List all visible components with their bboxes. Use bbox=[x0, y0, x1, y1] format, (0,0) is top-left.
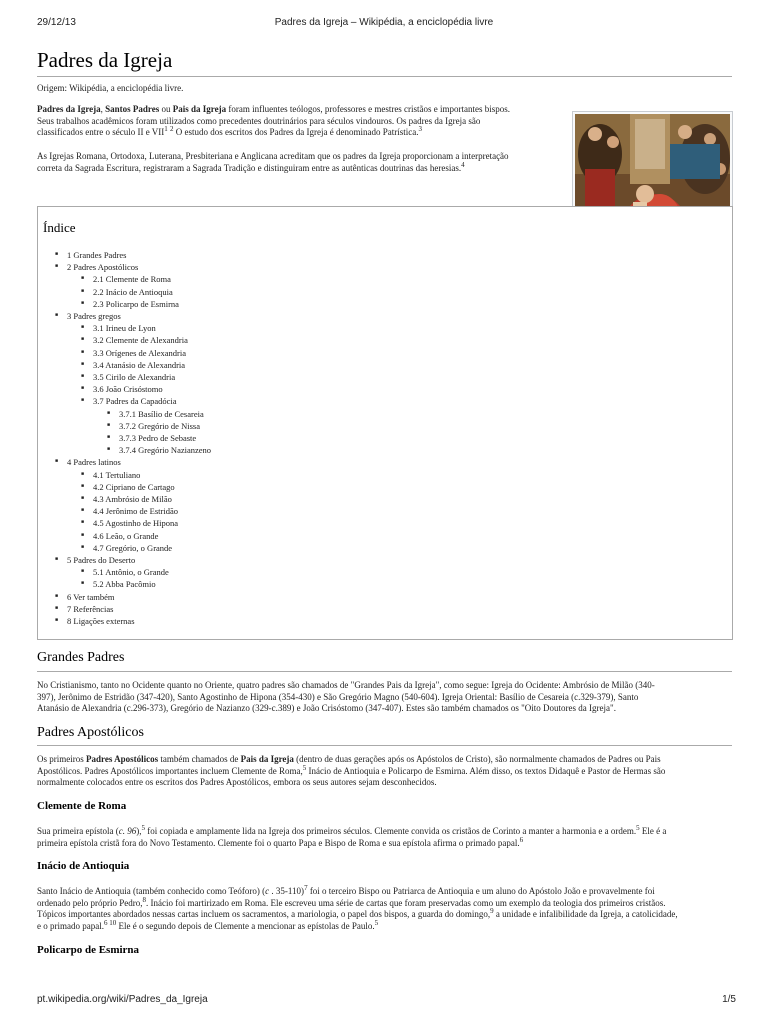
ref-link[interactable]: 1 bbox=[164, 125, 168, 133]
bold-term: Padres da Igreja bbox=[37, 104, 101, 114]
text: a unidade e infalibilidade da Igreja, a catolicidade, bbox=[493, 909, 678, 919]
print-page-number: 1/5 bbox=[722, 994, 736, 1005]
text: Atanásio de Alexandria (c.296-373), Gregório de Nazianzo (329-c.389) e João Crisóstomo (347-407). Estes são também chamados os "Oito Doutores da Igreja". bbox=[37, 703, 616, 713]
toc-item[interactable]: ■ 6 Ver também bbox=[38, 591, 211, 603]
toc-list bbox=[38, 249, 211, 627]
toc-item[interactable]: ■ 4.1 Tertuliano bbox=[38, 469, 211, 481]
section-heading-clemente: Clemente de Roma bbox=[37, 800, 127, 812]
toc-item[interactable]: ■ 3.1 Irineu de Lyon bbox=[38, 322, 211, 334]
ref-link[interactable]: 2 bbox=[170, 125, 174, 133]
toc-item[interactable]: ■ 4.5 Agostinho de Hipona bbox=[38, 517, 211, 529]
text: Sua primeira epístola ( bbox=[37, 826, 119, 836]
ref-link[interactable]: 4 bbox=[461, 160, 465, 169]
toc-item[interactable]: ■ 4 Padres latinos bbox=[38, 456, 211, 468]
text: Inácio de Antioquia e Policarpo de Esmirna. Além disso, os textos Didaquê e Pastor de Hermas são bbox=[306, 765, 666, 776]
section-divider bbox=[37, 671, 732, 672]
toc-item[interactable]: ■ 2 Padres Apostólicos bbox=[38, 261, 211, 273]
section-divider bbox=[37, 745, 732, 746]
text: primeira epístola cristã fora do Novo Testamento. Clemente foi o quarto Papa e Bispo de Roma e sua epístola afirma o primado papal. bbox=[37, 837, 520, 848]
toc-item[interactable]: ■ 4.4 Jerônimo de Estridão bbox=[38, 505, 211, 517]
text: classificados entre o século II e VII bbox=[37, 127, 165, 137]
print-page-title: Padres da Igreja – Wikipédia, a enciclopédia livre bbox=[274, 17, 494, 28]
toc-item[interactable]: ■ 3.5 Cirilo de Alexandria bbox=[38, 371, 211, 383]
print-footer bbox=[0, 994, 768, 1008]
ref-link[interactable]: 5 bbox=[302, 763, 307, 772]
toc-item[interactable]: ■ 3.7.4 Gregório Nazianzeno bbox=[38, 444, 211, 456]
print-date: 29/12/13 bbox=[37, 17, 76, 28]
text: ou bbox=[159, 104, 173, 114]
text: Os primeiros bbox=[37, 754, 86, 764]
ref-link[interactable]: 6 bbox=[519, 835, 524, 844]
padres-apostolicos-paragraph bbox=[37, 754, 732, 789]
text: Ele é a bbox=[639, 826, 667, 836]
intro-paragraph-1 bbox=[37, 104, 567, 139]
ref-link[interactable]: 7 bbox=[304, 884, 308, 892]
section-heading-grandes-padres: Grandes Padres bbox=[37, 650, 125, 665]
toc-item[interactable]: ■ 3.7.2 Gregório de Nissa bbox=[38, 420, 211, 432]
italic-text: c bbox=[265, 886, 270, 896]
text: foram influentes teólogos, professores e mestres cristãos e importantes bispos. bbox=[226, 104, 511, 114]
text: Ele é o segundo depois de Clemente a mencionar as epístolas de Paulo. bbox=[116, 920, 375, 931]
inacio-paragraph bbox=[37, 886, 732, 932]
text: . 35-110) bbox=[269, 886, 305, 896]
toc-item[interactable]: ■ 3.7 Padres da Capadócia bbox=[38, 395, 211, 407]
print-url: pt.wikipedia.org/wiki/Padres_da_Igreja bbox=[37, 994, 208, 1005]
toc-title: Índice bbox=[43, 220, 76, 235]
toc-item[interactable]: ■ 3.6 João Crisóstomo bbox=[38, 383, 211, 395]
text: Santo Inácio de Antioquia (também conhecido como Teóforo) ( bbox=[37, 886, 266, 896]
toc-item[interactable]: ■ 2.3 Policarpo de Esmirna bbox=[38, 298, 211, 310]
text: Tópicos importantes abordados nessas cartas incluem os sacramentos, a mariologia, o papel dos bispos, a guarda do domingo, bbox=[37, 909, 491, 919]
title-divider bbox=[37, 76, 732, 77]
toc-item[interactable]: ■ 4.6 Leão, o Grande bbox=[38, 530, 211, 542]
text: . Inácio foi martirizado em Roma. Ele escreveu uma série de cartas que foram preservadas como um exemplo da teologia dos primeiros cristãos. bbox=[145, 897, 666, 908]
toc-item[interactable]: ■ 5.2 Abba Pacômio bbox=[38, 578, 211, 590]
text: ), bbox=[136, 826, 142, 836]
text: O estudo dos escritos dos Padres da Igreja é denominado Patrística. bbox=[173, 127, 419, 137]
toc-item[interactable]: ■ 3.7.1 Basílio de Cesareia bbox=[38, 408, 211, 420]
section-heading-padres-apostolicos: Padres Apostólicos bbox=[37, 725, 144, 740]
toc-item[interactable]: ■ 7 Referências bbox=[38, 603, 211, 615]
ref-link[interactable]: 5 bbox=[374, 918, 379, 927]
toc-item[interactable]: ■ 4.3 Ambrósio de Milão bbox=[38, 493, 211, 505]
text: ordenado pelo próprio Pedro, bbox=[37, 897, 143, 908]
origin-line: Origem: Wikipédia, a enciclopédia livre. bbox=[37, 83, 184, 93]
toc-item[interactable]: ■ 8 Ligações externas bbox=[38, 615, 211, 627]
text: , bbox=[100, 104, 106, 114]
text: também chamados de bbox=[158, 754, 241, 764]
toc-item[interactable]: ■ 2.1 Clemente de Roma bbox=[38, 273, 211, 285]
bold-term: Pais da Igreja bbox=[172, 104, 227, 114]
toc-item[interactable]: ■ 3.2 Clemente de Alexandria bbox=[38, 334, 211, 346]
toc-item[interactable]: ■ 5.1 Antônio, o Grande bbox=[38, 566, 211, 578]
toc-item[interactable]: ■ 1 Grandes Padres bbox=[38, 249, 211, 261]
text: e o primado papal. bbox=[37, 920, 104, 931]
section-heading-inacio: Inácio de Antioquia bbox=[37, 860, 130, 872]
bold-term: Padres Apostólicos bbox=[86, 754, 159, 764]
text: foi copiada e amplamente lida na Igreja dos primeiros séculos. Clemente convida os cristãos de Corinto a manter a harmonia e a ordem. bbox=[144, 826, 637, 836]
section-heading-policarpo: Policarpo de Esmirna bbox=[37, 944, 140, 956]
clemente-paragraph bbox=[37, 826, 732, 849]
text: normalmente colocados entre os escritos dos Padres Apostólicos, embora os seus autores sejam desconhecidos. bbox=[37, 777, 437, 787]
ref-link[interactable]: 5 bbox=[636, 824, 640, 832]
toc-item[interactable]: ■ 4.2 Cipriano de Cartago bbox=[38, 481, 211, 493]
ref-link[interactable]: 9 bbox=[490, 907, 494, 915]
table-of-contents bbox=[37, 206, 733, 640]
text: Seus trabalhos acadêmicos foram utilizados como precedentes doutrinários para séculos vindouros. Os padres da Igreja são bbox=[37, 115, 481, 126]
toc-item[interactable]: ■ 4.7 Gregório, o Grande bbox=[38, 542, 211, 554]
text: correta da Sagrada Escritura, registraram a Sagrada Tradição e distinguiram entre as autênticas doutrinas das heresias. bbox=[37, 162, 462, 173]
ref-link[interactable]: 8 bbox=[142, 895, 146, 904]
text: foi o terceiro Bispo ou Patriarca de Antioquia e um aluno do Apóstolo João e provavelmente foi bbox=[307, 886, 655, 896]
text: No Cristianismo, tanto no Ocidente quanto no Oriente, quatro padres são chamados de "Grandes Pais da Igreja", como segue: Igreja do Ocidente: Ambrósio de Milão (340- bbox=[37, 680, 655, 690]
italic-text: c. 96 bbox=[118, 826, 137, 836]
toc-item[interactable]: ■ 3.7.3 Pedro de Sebaste bbox=[38, 432, 211, 444]
toc-item[interactable]: ■ 3.3 Orígenes de Alexandria bbox=[38, 347, 211, 359]
text: Apostólicos. Padres Apostólicos importantes incluem Clemente de Roma, bbox=[37, 765, 303, 776]
ref-link[interactable]: 3 bbox=[418, 125, 422, 133]
ref-link[interactable]: 6 10 bbox=[103, 918, 117, 927]
page-title: Padres da Igreja bbox=[37, 48, 173, 72]
toc-item[interactable]: ■ 2.2 Inácio de Antioquia bbox=[38, 286, 211, 298]
bold-term: Santos Padres bbox=[105, 104, 160, 114]
toc-item[interactable]: ■ 5 Padres do Deserto bbox=[38, 554, 211, 566]
text: (dentro de duas gerações após os Apóstolos de Cristo), são normalmente chamados de Padres ou Pais bbox=[293, 754, 661, 764]
toc-item[interactable]: ■ 3 Padres gregos bbox=[38, 310, 211, 322]
intro-paragraph-2 bbox=[37, 151, 567, 174]
text: As Igrejas Romana, Ortodoxa, Luterana, Presbiteriana e Anglicana acreditam que os padres da Igreja proporcionam a interpretação bbox=[37, 151, 509, 161]
grandes-padres-paragraph bbox=[37, 680, 732, 715]
text: 397), Jerônimo de Estridão (347-420), Santo Agostinho de Hipona (354-430) e São Gregório Magno (540-604). Igreja Oriental: Basílio de Cesareia (c.329-379), Santo bbox=[37, 691, 639, 702]
toc-item[interactable]: ■ 3.4 Atanásio de Alexandria bbox=[38, 359, 211, 371]
print-header bbox=[0, 17, 768, 31]
ref-link[interactable]: 5 bbox=[141, 824, 145, 832]
bold-term: Pais da Igreja bbox=[240, 754, 294, 764]
